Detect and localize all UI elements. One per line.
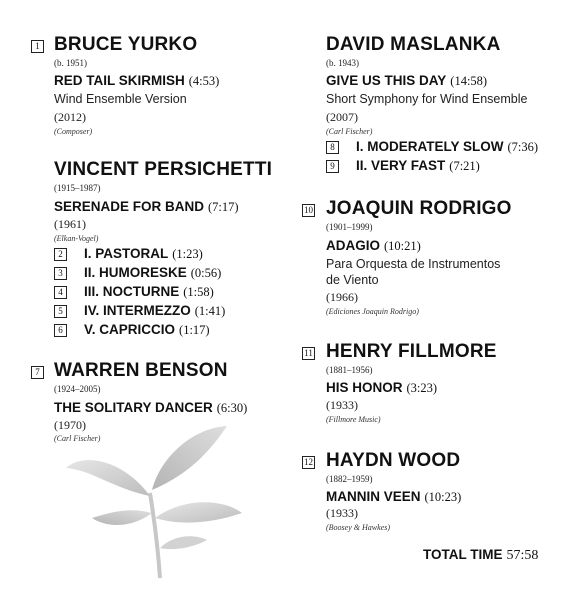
track-number: 9 (326, 160, 339, 173)
work-title: THE SOLITARY DANCER (54, 400, 213, 415)
work-subtitle: de Viento (326, 273, 379, 287)
work-duration: (4:53) (188, 74, 220, 88)
movement (84, 245, 203, 263)
track-number: 10 (304, 205, 313, 215)
composer-name: HAYDN WOOD (326, 450, 461, 471)
work-title-line (54, 399, 247, 417)
movement-title: I. MODERATELY SLOW (356, 139, 504, 154)
composer-name: WARREN BENSON (54, 360, 228, 381)
movement-title: V. CAPRICCIO (84, 322, 176, 337)
total-time-label: TOTAL TIME (423, 547, 503, 562)
movement-duration: (7:36) (507, 140, 539, 154)
work-title-line (326, 72, 487, 90)
composer-dates: (b. 1951) (54, 58, 87, 68)
work-year: (1966) (326, 290, 358, 304)
movement-duration: (1:58) (183, 285, 214, 299)
publisher: (Composer) (54, 127, 93, 136)
track-number: 8 (326, 141, 339, 154)
publisher: (Elkan-Vogel) (54, 234, 99, 243)
publisher: (Ediciones Joaquin Rodrigo) (326, 307, 419, 316)
work-year: (1961) (54, 217, 86, 231)
total-time (423, 546, 538, 564)
work-year: (1933) (326, 398, 358, 412)
track-number: 6 (54, 324, 67, 337)
composer-dates: (b. 1943) (326, 58, 359, 68)
work-title-line (326, 237, 421, 255)
work-subtitle: Para Orquesta de Instrumentos (326, 257, 501, 271)
publisher: (Carl Fischer) (54, 434, 101, 443)
composer-name: DAVID MASLANKA (326, 34, 501, 55)
work-duration: (7:17) (208, 200, 239, 214)
movement-duration: (1:17) (179, 323, 210, 337)
work-subtitle: Short Symphony for Wind Ensemble (326, 92, 528, 106)
track-number: 5 (54, 305, 67, 318)
movement (356, 157, 480, 175)
movement (84, 321, 210, 339)
work-duration: (3:23) (406, 381, 438, 395)
movement (84, 264, 221, 282)
work-duration: (6:30) (216, 401, 248, 415)
work-title: GIVE US THIS DAY (326, 73, 447, 88)
work-year: (2012) (54, 110, 86, 124)
movement (84, 283, 214, 301)
composer-name: VINCENT PERSICHETTI (54, 159, 273, 180)
track-number: 3 (54, 267, 67, 280)
composer-dates: (1881–1956) (326, 365, 373, 375)
work-title-line (326, 488, 461, 506)
work-title-line (54, 72, 219, 90)
movement-title: III. NOCTURNE (84, 284, 180, 299)
composer-dates: (1882–1959) (326, 474, 373, 484)
leaf-sprout-illustration (62, 418, 262, 588)
work-subtitle: Wind Ensemble Version (54, 92, 187, 106)
work-title: HIS HONOR (326, 380, 403, 395)
movement (84, 302, 225, 320)
work-duration: (10:21) (384, 239, 421, 253)
publisher: (Carl Fischer) (326, 127, 373, 136)
composer-name: HENRY FILLMORE (326, 341, 497, 362)
movement-duration: (7:21) (449, 159, 480, 173)
work-title: ADAGIO (326, 238, 380, 253)
track-number: 11 (302, 347, 315, 360)
movement-duration: (0:56) (190, 266, 222, 280)
composer-dates: (1924–2005) (54, 384, 101, 394)
work-title: SERENADE FOR BAND (54, 199, 205, 214)
work-year: (1970) (54, 418, 86, 432)
movement-title: II. HUMORESKE (84, 265, 187, 280)
composer-name: JOAQUIN RODRIGO (326, 198, 512, 219)
total-time-value: 57:58 (506, 548, 539, 563)
composer-name: BRUCE YURKO (54, 34, 198, 55)
work-duration: (14:58) (450, 74, 488, 88)
work-title: RED TAIL SKIRMISH (54, 73, 185, 88)
work-duration: (10:23) (424, 490, 462, 504)
publisher: (Fillmore Music) (326, 415, 381, 424)
work-title: MANNIN VEEN (326, 489, 421, 504)
movement-duration: (1:41) (194, 304, 226, 318)
work-year: (1933) (326, 506, 358, 520)
track-number: 2 (54, 248, 67, 261)
track-number: 1 (31, 40, 44, 53)
track-number: 12 (304, 457, 313, 467)
composer-dates: (1915–1987) (54, 183, 101, 193)
publisher: (Boosey & Hawkes) (326, 523, 390, 532)
movement-title: I. PASTORAL (84, 246, 169, 261)
composer-dates: (1901–1999) (326, 222, 373, 232)
track-number: 4 (54, 286, 67, 299)
movement-title: II. VERY FAST (356, 158, 446, 173)
track-number: 7 (31, 366, 44, 379)
work-year: (2007) (326, 110, 358, 124)
work-title-line (54, 198, 239, 216)
work-title-line (326, 379, 437, 397)
movement (356, 138, 538, 156)
movement-duration: (1:23) (172, 247, 203, 261)
movement-title: IV. INTERMEZZO (84, 303, 191, 318)
